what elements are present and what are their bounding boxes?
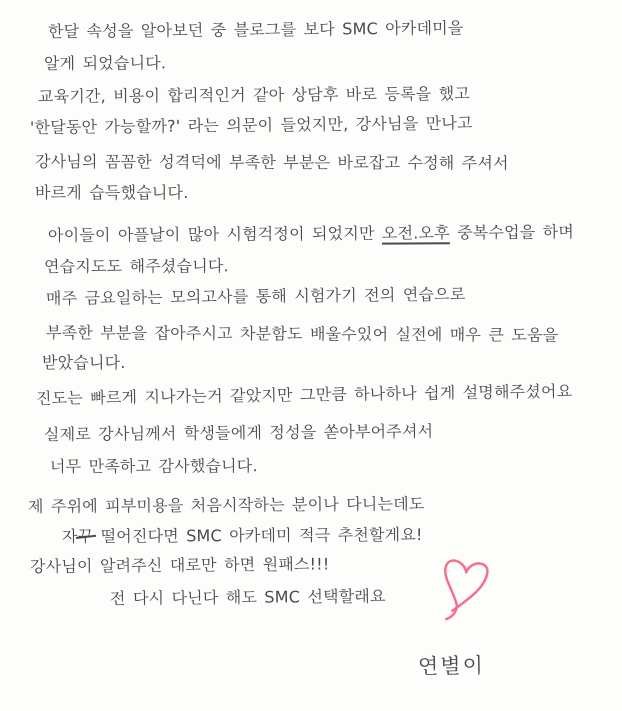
signature: 연별이	[417, 653, 486, 679]
heart-stroke-left	[439, 560, 467, 621]
line-segment: 아이들이 아플날이 많아 시험걱정이 되었지만	[47, 223, 382, 245]
handwritten-line: 바르게 습득했습니다.	[35, 183, 189, 202]
handwritten-line: 강사님의 꼼꼼한 성격덕에 부족한 부분은 바로잡고 수정해 주셔서	[34, 152, 509, 173]
handwritten-line: 전 다시 다닌다 해도 SMC 선택할래요	[109, 586, 386, 608]
scribbled-out-segment: 꾸	[77, 526, 94, 546]
handwritten-line: 실제로 강사님께서 학생들에게 정성을 쏟아부어주셔서	[43, 421, 434, 444]
handwritten-line: 제 주위에 피부미용을 처음시작하는 분이나 다니는데도	[27, 494, 425, 516]
line-segment: 떨어진다면 SMC 아카데미 적극 추천할게요!	[93, 525, 423, 546]
line-segment: 중복수업을 하며	[449, 222, 575, 243]
handwritten-line: 한달 속성을 알아보던 중 블로그를 보다 SMC 아카데미을	[47, 18, 464, 41]
handwritten-line	[62, 525, 423, 546]
handwritten-line: '한달동안 가능할까?' 라는 의문이 들었지만, 강사님을 만나고	[29, 113, 473, 137]
handwritten-line: 진도는 빠르게 지나가는거 같았지만 그만큼 하나하나 쉽게 설명해주셨어요	[35, 381, 573, 408]
handwritten-line: 교육기간, 비용이 합리적인거 같아 상담후 바로 등록을 했고	[37, 83, 471, 106]
handwritten-line: 받았습니다.	[42, 353, 126, 372]
line-segment: 자	[61, 526, 78, 546]
heart-icon	[434, 553, 494, 627]
heart-stroke-right	[452, 561, 488, 615]
handwritten-line	[48, 222, 574, 245]
handwritten-line: 부족한 부분을 잡아주시고 차분함도 배울수있어 실전에 매우 큰 도움을	[45, 323, 559, 345]
handwritten-line: 연습지도도 해주셨습니다.	[43, 256, 229, 276]
handwritten-line: 매주 금요일하는 모의고사를 통해 시험가기 전의 연습으로	[45, 284, 466, 308]
handwritten-line: 너무 만족하고 감사했습니다.	[49, 456, 258, 476]
handwritten-line: 알게 되었습니다.	[43, 53, 167, 73]
underlined-segment: 오전.오후	[381, 223, 450, 243]
handwritten-line: 강사님이 알려주신 대로만 하면 원패스!!!	[29, 554, 330, 576]
